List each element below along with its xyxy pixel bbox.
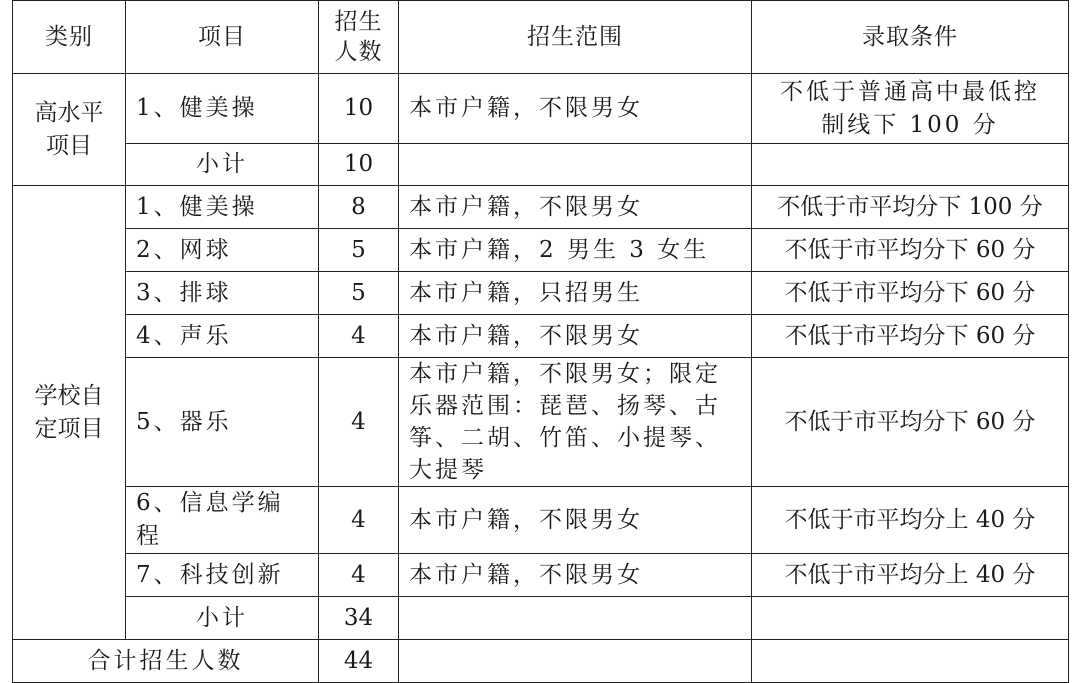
scope-cell: 本市户籍，不限男女 xyxy=(399,186,752,229)
empty-cell xyxy=(752,597,1069,640)
item-cell: 7、科技创新 xyxy=(126,554,319,597)
subtotal-row xyxy=(13,597,1069,640)
total-value: 44 xyxy=(319,640,399,683)
table-row xyxy=(13,229,1069,272)
header-row xyxy=(13,1,1069,74)
scope-cell: 本市户籍，不限男女 xyxy=(399,554,752,597)
item-cell: 4、声乐 xyxy=(126,315,319,358)
quota-cell: 5 xyxy=(319,229,399,272)
quota-cell: 5 xyxy=(319,272,399,315)
empty-cell xyxy=(399,597,752,640)
header-item: 项目 xyxy=(126,1,319,74)
quota-cell: 4 xyxy=(319,487,399,554)
item-cell: 1、健美操 xyxy=(126,186,319,229)
table-row xyxy=(13,358,1069,487)
header-condition: 录取条件 xyxy=(752,1,1069,74)
table-row xyxy=(13,186,1069,229)
subtotal-row xyxy=(13,144,1069,186)
item-cell: 5、器乐 xyxy=(126,358,319,487)
admissions-table xyxy=(12,0,1069,683)
table-row xyxy=(13,554,1069,597)
condition-cell: 不低于普通高中最低控制线下 100 分 xyxy=(752,74,1069,144)
condition-cell: 不低于市平均分上 40 分 xyxy=(752,554,1069,597)
scope-cell: 本市户籍，2 男生 3 女生 xyxy=(399,229,752,272)
table-row xyxy=(13,487,1069,554)
table-row xyxy=(13,315,1069,358)
total-label: 合计招生人数 xyxy=(13,640,319,683)
empty-cell xyxy=(399,640,752,683)
condition-cell: 不低于市平均分下 60 分 xyxy=(752,272,1069,315)
scope-cell: 本市户籍，不限男女 xyxy=(399,315,752,358)
quota-cell: 10 xyxy=(319,74,399,144)
header-scope: 招生范围 xyxy=(399,1,752,74)
subtotal-value: 34 xyxy=(319,597,399,640)
condition-cell: 不低于市平均分上 40 分 xyxy=(752,487,1069,554)
item-cell: 2、网球 xyxy=(126,229,319,272)
empty-cell xyxy=(399,144,752,186)
empty-cell xyxy=(752,640,1069,683)
scope-cell: 本市户籍，不限男女 xyxy=(399,74,752,144)
scope-cell: 本市户籍，不限男女 xyxy=(399,487,752,554)
condition-cell: 不低于市平均分下 60 分 xyxy=(752,229,1069,272)
subtotal-value: 10 xyxy=(319,144,399,186)
condition-cell: 不低于市平均分下 60 分 xyxy=(752,315,1069,358)
empty-cell xyxy=(752,144,1069,186)
category-cell: 学校自定项目 xyxy=(13,186,126,640)
item-cell: 6、信息学编程 xyxy=(126,487,319,554)
item-cell: 3、排球 xyxy=(126,272,319,315)
condition-cell: 不低于市平均分下 100 分 xyxy=(752,186,1069,229)
header-quota: 招生人数 xyxy=(319,1,399,74)
table-row xyxy=(13,272,1069,315)
scope-cell: 本市户籍，不限男女；限定乐器范围：琵琶、扬琴、古筝、二胡、竹笛、小提琴、大提琴 xyxy=(399,358,752,487)
subtotal-label: 小计 xyxy=(126,597,319,640)
header-category: 类别 xyxy=(13,1,126,74)
condition-cell: 不低于市平均分下 60 分 xyxy=(752,358,1069,487)
item-cell: 1、健美操 xyxy=(126,74,319,144)
quota-cell: 8 xyxy=(319,186,399,229)
table-row xyxy=(13,74,1069,144)
category-cell: 高水平项目 xyxy=(13,74,126,186)
total-row xyxy=(13,640,1069,683)
subtotal-label: 小计 xyxy=(126,144,319,186)
quota-cell: 4 xyxy=(319,554,399,597)
scope-cell: 本市户籍，只招男生 xyxy=(399,272,752,315)
quota-cell: 4 xyxy=(319,358,399,487)
quota-cell: 4 xyxy=(319,315,399,358)
